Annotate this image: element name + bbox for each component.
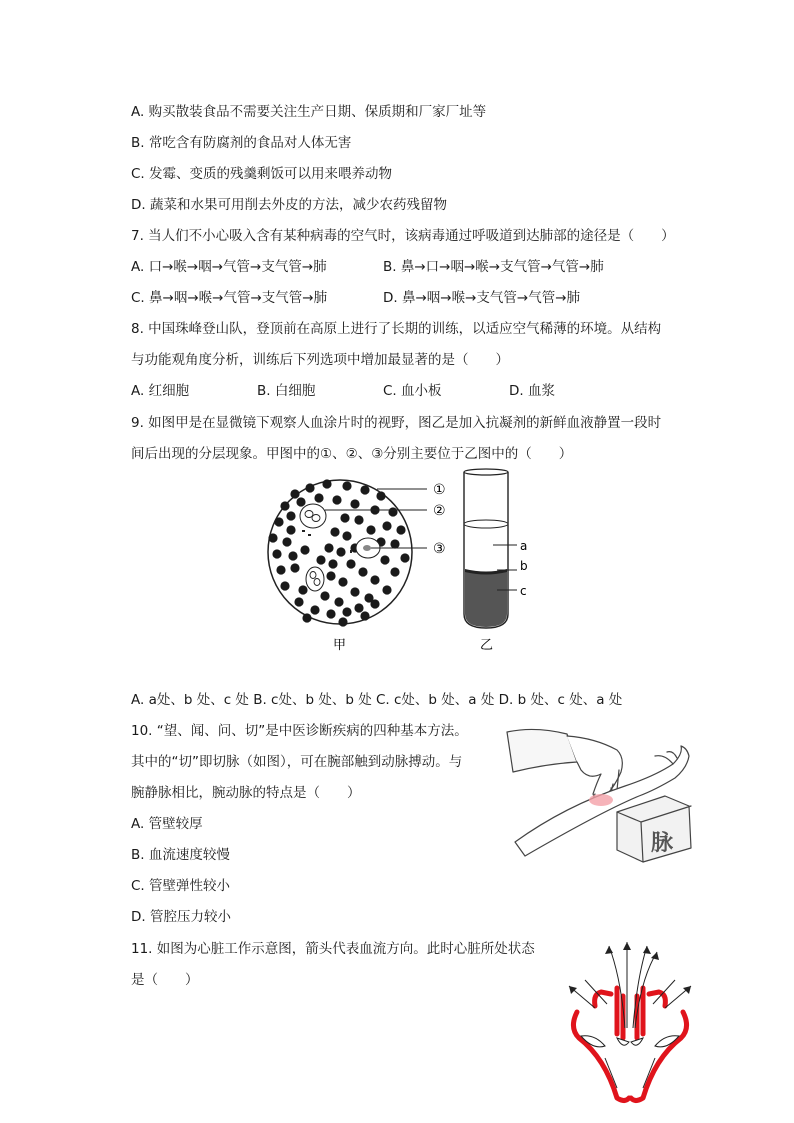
test-tube: [464, 469, 508, 628]
q11-stem-line-2: 是（ ）: [131, 972, 199, 988]
red-blood-cell: [268, 533, 277, 542]
red-blood-cell: [354, 515, 363, 524]
red-blood-cell: [330, 527, 339, 536]
q11-stem-line-1: 11. 如图为心脏工作示意图，箭头代表血流方向。此时心脏所处状态: [131, 941, 535, 957]
q6-option-a: A. 购买散装食品不需要关注生产日期、保质期和厂家厂址等: [131, 104, 487, 120]
layer-label-a: a: [520, 539, 528, 553]
red-blood-cell: [400, 553, 409, 562]
label-1: ①: [433, 482, 446, 498]
label-3: ③: [433, 541, 446, 557]
red-blood-cell: [334, 597, 343, 606]
red-blood-cell: [322, 479, 331, 488]
arrow-heads: [569, 942, 691, 994]
red-blood-cell: [360, 485, 369, 494]
red-blood-cell: [280, 501, 289, 510]
caption-jia: 甲: [333, 638, 347, 653]
q10-option-b: B. 血流速度较慢: [131, 847, 230, 863]
q8-option-c: C. 血小板: [383, 383, 442, 399]
red-blood-cell: [350, 587, 359, 596]
red-blood-cell: [324, 543, 333, 552]
q8-option-d: D. 血浆: [509, 383, 555, 399]
caption-yi: 乙: [480, 638, 494, 653]
q7-option-d: D. 鼻→咽→喉→支气管→气管→肺: [383, 290, 581, 306]
red-blood-cell: [346, 559, 355, 568]
red-blood-cell: [272, 549, 281, 558]
red-blood-cell: [274, 517, 283, 526]
layer-label-c: c: [520, 584, 527, 598]
red-blood-cell: [340, 513, 349, 522]
white-blood-cell: [300, 504, 326, 528]
red-blood-cell: [314, 493, 323, 502]
red-blood-cell: [388, 507, 397, 516]
white-blood-cell: [306, 567, 324, 591]
q8-option-a: A. 红细胞: [131, 383, 190, 399]
red-blood-cell: [294, 597, 303, 606]
red-blood-cell: [300, 545, 309, 554]
red-blood-cell: [382, 585, 391, 594]
q8-stem-line-1: 8. 中国珠峰登山队，登顶前在高原上进行了长期的训练，以适应空气稀薄的环境。从结构: [131, 321, 662, 337]
red-blood-cell: [298, 585, 307, 594]
pillow-label: 脉: [651, 831, 674, 856]
red-blood-cell: [290, 489, 299, 498]
heart-diagram: [565, 938, 695, 1108]
red-blood-cell: [376, 491, 385, 500]
red-blood-cell: [366, 525, 375, 534]
q10-option-c: C. 管壁弹性较小: [131, 878, 231, 894]
red-blood-cell: [342, 531, 351, 540]
red-blood-cell: [342, 607, 351, 616]
blood-smear-figure: [255, 472, 460, 657]
red-blood-cell: [316, 555, 325, 564]
q6-option-b: B. 常吃含有防腐剂的食品对人体无害: [131, 135, 352, 151]
smear-view: [268, 479, 446, 626]
red-blood-cell: [290, 563, 299, 572]
pulse-taking-figure: [505, 724, 695, 864]
blood-flow-arrows: [569, 942, 691, 1088]
pulse-point: [589, 794, 613, 806]
q9-stem-line-1: 9. 如图甲是在显微镜下观察人血涂片时的视野，图乙是加入抗凝剂的新鲜血液静置一段时: [131, 415, 662, 431]
red-blood-cell: [382, 521, 391, 530]
red-blood-cell: [396, 525, 405, 534]
label-2: ②: [433, 503, 446, 519]
red-blood-cell: [336, 547, 345, 556]
red-blood-cell: [326, 609, 335, 618]
red-blood-cell: [302, 613, 311, 622]
red-blood-cell: [390, 539, 399, 548]
red-blood-cell: [342, 481, 351, 490]
red-blood-cell: [338, 577, 347, 586]
q10-option-a: A. 管壁较厚: [131, 816, 203, 832]
q7-option-a: A. 口→喉→咽→气管→支气管→肺: [131, 259, 327, 275]
red-blood-cell: [286, 525, 295, 534]
q10-stem-line-1: 10. “望、闻、问、切”是中医诊断疾病的四种基本方法。: [131, 723, 468, 739]
red-blood-cell: [276, 565, 285, 574]
red-blood-cell: [390, 567, 399, 576]
red-blood-cell: [360, 611, 369, 620]
plasma-surface: [464, 520, 508, 528]
red-blood-cell: [280, 581, 289, 590]
q10-stem-line-3: 腕静脉相比，腕动脉的特点是（ ）: [131, 785, 361, 801]
q6-option-c: C. 发霉、变质的残羹剩饭可以用来喂养动物: [131, 166, 393, 182]
q7-option-c: C. 鼻→咽→喉→气管→支气管→肺: [131, 290, 328, 306]
red-blood-cell: [326, 571, 335, 580]
doctor-hand: [567, 736, 622, 799]
red-blood-cell: [296, 497, 305, 506]
q7-option-b: B. 鼻→口→咽→喉→支气管→气管→肺: [383, 259, 604, 275]
red-blood-cell: [380, 555, 389, 564]
red-blood-cell: [288, 551, 297, 560]
red-blood-cell: [310, 605, 319, 614]
red-blood-cell: [305, 483, 314, 492]
q10-option-d: D. 管腔压力较小: [131, 909, 231, 925]
q8-stem-line-2: 与功能观角度分析，训练后下列选项中增加最显著的是（ ）: [131, 352, 509, 368]
red-blood-cell: [354, 603, 363, 612]
q8-option-b: B. 白细胞: [257, 383, 316, 399]
red-blood-cell: [338, 617, 347, 626]
red-blood-cell: [350, 499, 359, 508]
red-blood-cell: [370, 575, 379, 584]
q9-options: A. a处、b 处、c 处 B. c处、b 处、b 处 C. c处、b 处、a 处 D. b 处、c 处、a 处: [131, 692, 623, 708]
red-blood-cell: [282, 537, 291, 546]
red-blood-cell: [370, 599, 379, 608]
red-blood-cell: [286, 511, 295, 520]
red-blood-cell: [332, 495, 341, 504]
red-blood-cell: [358, 567, 367, 576]
q9-stem-line-2: 间后出现的分层现象。甲图中的①、②、③分别主要位于乙图中的（ ）: [131, 446, 573, 462]
q7-stem: 7. 当人们不小心吸入含有某种病毒的空气时，该病毒通过呼吸道到达肺部的途径是（ ）: [131, 228, 675, 244]
layer-label-b: b: [520, 559, 528, 573]
q6-option-d: D. 蔬菜和水果可用削去外皮的方法，减少农药残留物: [131, 197, 447, 213]
heart-valves: [581, 1036, 679, 1047]
q10-stem-line-2: 其中的“切”即切脉（如图），可在腕部触到动脉搏动。与: [131, 754, 463, 770]
test-tube-figure: [455, 468, 545, 658]
red-blood-cell: [328, 559, 337, 568]
red-cell-layer: [465, 571, 507, 627]
red-blood-cell: [320, 591, 329, 600]
